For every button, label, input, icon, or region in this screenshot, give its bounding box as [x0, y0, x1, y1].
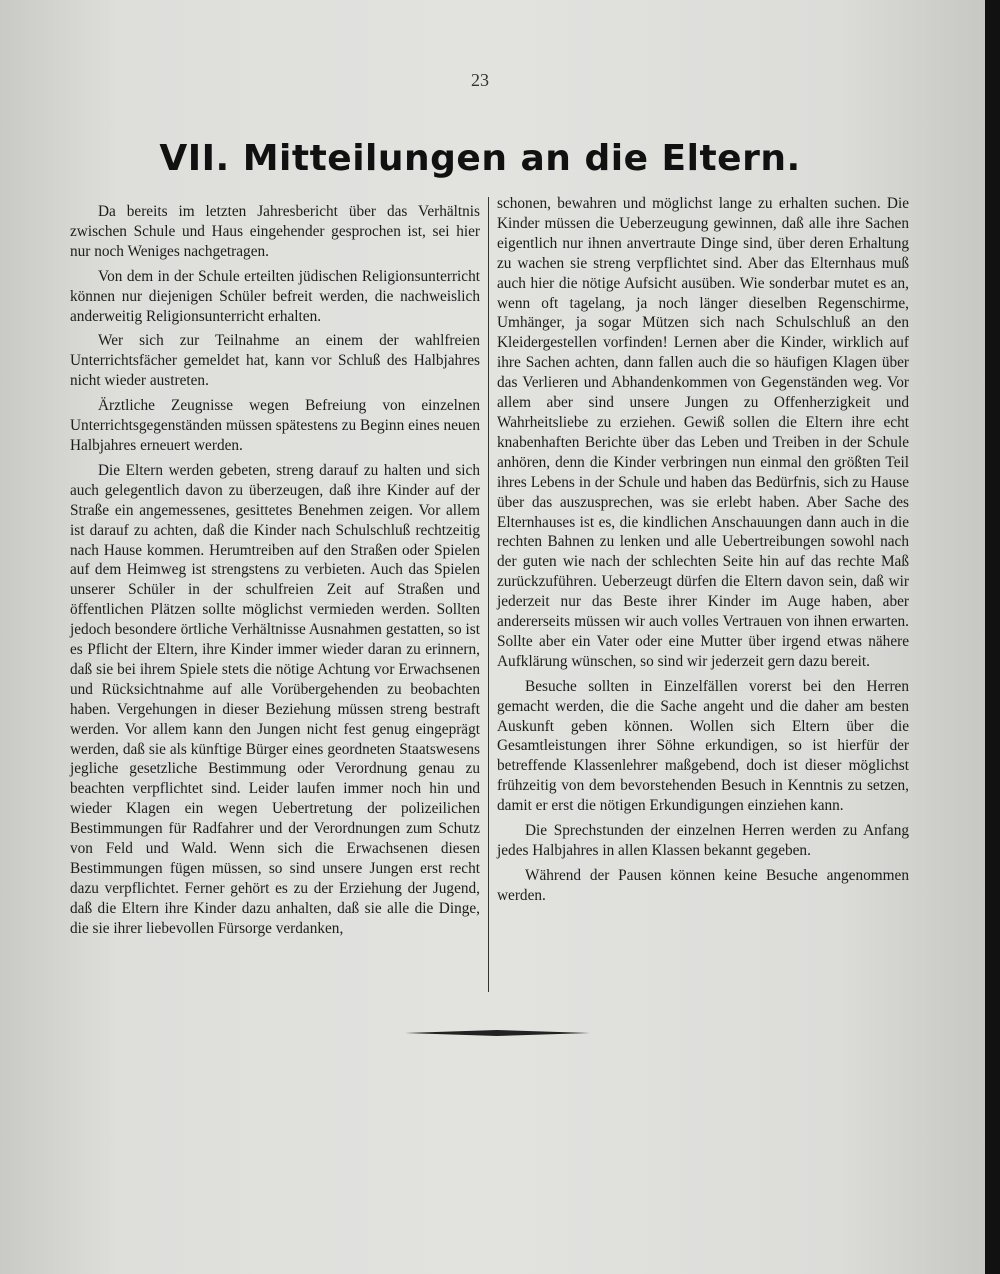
paragraph: Besuche sollten in Einzelfällen vorerst bei den Herren gemacht werden, die die Sache angeht und die daher am besten Auskunft geben können. Wollen sich Eltern über die Gesamtleistungen ihrer Söhne erkundigen, so ist hierfür der betreffende Klassenlehrer maßgebend, doch ist dieser möglichst frühzeitig von dem bevorstehenden Besuch in Kenntnis zu setzen, damit er erst die nötigen Erkundigungen einziehen kann. [497, 677, 909, 815]
left-column [70, 202, 480, 944]
paragraph: Wer sich zur Teilnahme an einem der wahlfreien Unterrichtsfächer gemeldet hat, kann vor Schluß des Halbjahres nicht wieder austreten. [70, 332, 480, 390]
paragraph: Von dem in der Schule erteilten jüdischen Religionsunterricht können nur diejenigen Schüler befreit werden, die nachweislich anderweitig Religionsunterricht erhalten. [70, 267, 480, 325]
section-title: VII. Mitteilungen an die Eltern. [159, 138, 801, 179]
column-divider [488, 197, 489, 992]
paragraph: Ärztliche Zeugnisse wegen Befreiung von einzelnen Unterrichtsgegenständen müssen spätestens zu Beginn eines neuen Halbjahres erneuert werden. [70, 397, 480, 454]
end-ornament [405, 1030, 590, 1036]
paragraph: Die Sprechstunden der einzelnen Herren werden zu Anfang jedes Halbjahres in allen Klassen bekannt gegeben. [497, 822, 909, 859]
paragraph-continuation: schonen, bewahren und möglichst lange zu erhalten suchen. Die Kinder müssen die Ueberzeugung gewinnen, daß alle ihre Sachen eigentlich nur ihnen anvertraute Dinge sind, über deren Erhaltung zu wachen sie streng verpflichtet sind. Aber das Elternhaus muß auch hier die nötige Aufsicht ausüben. Wie sonderbar mutet es an, wenn oft tagelang, ja noch länger dieselben Regenschirme, Umhänger, ja sogar Mützen sich nach Schulschluß an den Kleidergestellen vorfinden! Lernen aber die Kinder, wirklich auf ihre Sachen achten, dann fallen auch die so häufigen Klagen über das Verlieren und Abhandenkommen von Gegenständen weg. Vor allem aber sind unsere Jungen zu Offenherzigkeit und Wahrheitsliebe zu erziehen. Gewiß sollen die Eltern ihre echt knabenhaften Berichte über das Leben und Treiben in der Schule anhören, denn die Kinder verbringen nun einmal den größten Teil ihres Lebens in der Schule und haben das Bedürfnis, sich zu Hause über das auszusprechen, was sie erlebt haben. Aber Sache des Elternhauses ist es, die kindlichen Anschauungen dann auch in die rechten Bahnen zu lenken und alle Uebertreibungen sowohl nach der guten wie nach der schlechten Seite hin auf das rechte Maß zurückzuführen. Ueberzeugt dürfen die Eltern davon sein, daß wir jederzeit nur das Beste ihrer Kinder im Auge haben, aber andererseits müssen wir auch volles Vertrauen von ihnen erwarten. Sollte aber ein Vater oder eine Mutter über irgend etwas nähere Aufklärung wünschen, so sind wir jederzeit gern dazu bereit. [497, 195, 909, 670]
paragraph: Die Eltern werden gebeten, streng darauf zu halten und sich auch gelegentlich davon zu überzeugen, daß ihre Kinder auf der Straße ein angemessenes, gesittetes Benehmen zeigen. Vor allem ist darauf zu achten, daß die Kinder nach Schulschluß rechtzeitig nach Hause kommen. Herumtreiben auf den Straßen oder Spielen auf dem Heimweg ist strengstens zu verbieten. Auch das Spielen unserer Schüler in der schulfreien Zeit auf Straßen und öffentlichen Plätzen sollte möglichst vermieden werden. Sollten jedoch besondere örtliche Verhältnisse Ausnahmen gestatten, so ist es Pflicht der Eltern, ihre Kinder immer wieder daran zu erinnern, daß sie bei ihrem Spiele stets die nötige Achtung vor Erwachsenen und Rücksichtnahme auf alle Vorübergehenden zu beobachten haben. Vergehungen in dieser Beziehung müssen streng bestraft werden. Vor allem kann den Jungen nicht fest genug eingeprägt werden, daß sie als künftige Bürger eines geordneten Staatswesens jegliche gesetzliche Bestimmung oder Verordnung genau zu beachten verpflichtet sind. Leider laufen immer noch hin und wieder Klagen ein wegen Uebertretung der polizeilichen Bestimmungen für Radfahrer und der Verordnungen zum Schutz von Feld und Wald. Wenn sich die Erwachsenen diesen Bestimmungen fügen müssen, so sind unsere Jungen erst recht dazu verpflichtet. Ferner gehört es zu der Erziehung der Jugend, daß die Eltern ihre Kinder dazu anhalten, daß sie alle die Dinge, die sie ihrer liebevollen Fürsorge verdanken, [70, 461, 480, 937]
right-column [497, 194, 909, 911]
paragraph: Da bereits im letzten Jahresbericht über das Verhältnis zwischen Schule und Haus eingehender gesprochen ist, sei hier nur noch Weniges nachgetragen. [70, 203, 480, 260]
page-number: 23 [471, 70, 489, 90]
paragraph: Während der Pausen können keine Besuche angenommen werden. [497, 866, 909, 904]
